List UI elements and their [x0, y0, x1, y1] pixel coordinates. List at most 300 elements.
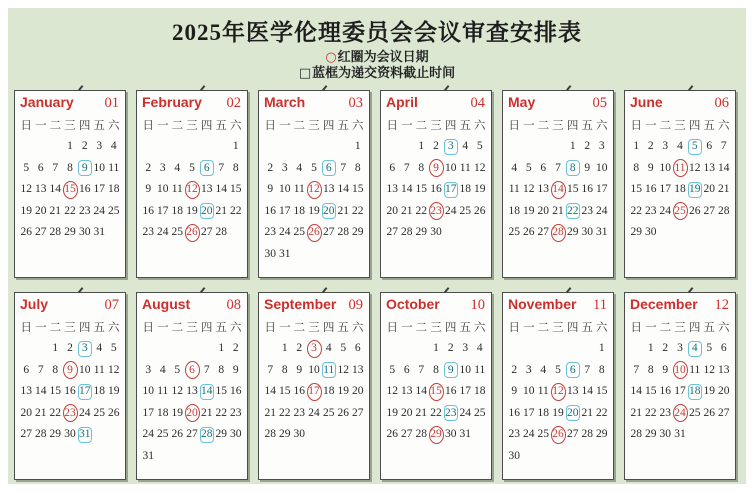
day-cell: [444, 381, 459, 403]
day-number: 8: [598, 363, 605, 376]
day-cell: [385, 179, 400, 201]
day-number: 25: [157, 428, 169, 440]
empty-cell: [263, 136, 278, 158]
day-cell: [185, 424, 200, 446]
day-cell: [107, 136, 122, 158]
weekday-header-row: [385, 114, 487, 136]
day-cell: [400, 360, 415, 382]
weekday-label: 四: [200, 120, 213, 132]
day-number: 5: [174, 363, 181, 376]
day-cell: [385, 158, 400, 180]
day-number: 20: [20, 406, 32, 419]
day-number: 29: [415, 226, 427, 238]
weekday-label: 一: [645, 322, 657, 334]
weekday-label: 三: [674, 120, 686, 132]
day-number: 8: [418, 161, 425, 174]
day-number: 11: [108, 161, 120, 174]
day-number: 3: [677, 342, 683, 354]
empty-cell: [536, 338, 551, 360]
day-number: 21: [630, 406, 642, 419]
day-cell: [522, 381, 537, 403]
day-cell: [214, 201, 229, 223]
day-cell: [92, 222, 107, 244]
day-cell: [629, 222, 644, 244]
empty-cell: [170, 136, 185, 158]
day-number: 6: [403, 363, 410, 376]
day-cell: [536, 403, 551, 425]
day-number: 11: [459, 161, 471, 174]
day-cell: [536, 179, 551, 201]
day-number: 19: [474, 183, 486, 195]
days-grid: [507, 136, 609, 244]
day-number: 19: [308, 204, 320, 217]
empty-cell: [34, 338, 49, 360]
day-cell: [595, 179, 610, 201]
day-cell: [658, 424, 673, 446]
day-cell: [595, 158, 610, 180]
day-cell: [507, 201, 522, 223]
month-header: [141, 295, 243, 316]
empty-cell: [263, 338, 278, 360]
weekday-label: 二: [659, 120, 672, 132]
meeting-day-circled: 25: [673, 202, 688, 220]
day-number: 26: [386, 428, 398, 440]
month-number: 03: [348, 95, 363, 111]
day-number: 22: [596, 406, 608, 419]
day-cell: [141, 381, 156, 403]
day-cell: [658, 381, 673, 403]
month-header: [385, 295, 487, 316]
day-number: 30: [445, 428, 457, 440]
day-number: 23: [230, 406, 242, 419]
weekday-label: 四: [322, 120, 335, 132]
day-number: 22: [352, 204, 364, 217]
day-cell: [629, 201, 644, 223]
day-number: 7: [37, 363, 44, 376]
month-name: January: [20, 94, 74, 110]
day-number: 15: [279, 385, 291, 397]
empty-cell: [200, 338, 215, 360]
day-cell: [351, 179, 366, 201]
day-cell: [185, 360, 200, 382]
day-number: 18: [537, 406, 549, 419]
day-cell: [385, 201, 400, 223]
day-number: 9: [662, 363, 669, 376]
meeting-day-circled: 20: [185, 404, 200, 422]
day-number: 5: [340, 342, 347, 354]
day-cell: [263, 158, 278, 180]
day-cell: [92, 360, 107, 382]
day-number: 19: [552, 406, 564, 419]
weekday-header-row: [141, 114, 243, 136]
day-cell: [595, 338, 610, 360]
meeting-day-circled: 17: [307, 383, 322, 401]
day-cell: [444, 158, 459, 180]
day-cell: [688, 360, 703, 382]
meeting-day-circled: 12: [307, 181, 322, 199]
day-cell: [414, 136, 429, 158]
day-number: 15: [415, 183, 427, 195]
day-number: 15: [352, 183, 364, 195]
month-number: 12: [714, 297, 729, 313]
day-cell: [214, 360, 229, 382]
weekday-label: 四: [688, 322, 701, 334]
day-cell: [458, 424, 473, 446]
weekday-label: 二: [415, 120, 428, 132]
day-cell: [19, 222, 34, 244]
day-cell: [63, 136, 78, 158]
month-header: [19, 295, 121, 316]
day-cell: [458, 381, 473, 403]
day-cell: [702, 179, 717, 201]
day-cell: [673, 360, 688, 382]
day-number: 17: [459, 385, 471, 397]
day-cell: [522, 179, 537, 201]
meeting-day-circled: 23: [63, 404, 78, 422]
day-cell: [702, 201, 717, 223]
day-cell: [263, 360, 278, 382]
month-name: September: [264, 296, 337, 312]
day-cell: [580, 403, 595, 425]
day-number: 18: [323, 385, 335, 397]
day-cell: [385, 381, 400, 403]
day-cell: [19, 424, 34, 446]
day-number: 26: [703, 406, 715, 419]
meeting-day-circled: 6: [185, 361, 200, 379]
day-cell: [200, 179, 215, 201]
day-cell: [473, 158, 488, 180]
day-number: 16: [142, 204, 154, 217]
day-cell: [292, 201, 307, 223]
day-cell: [307, 179, 322, 201]
weekday-label: 二: [293, 322, 306, 334]
month-number: 10: [470, 297, 485, 313]
day-number: 5: [110, 342, 117, 354]
day-cell: [292, 381, 307, 403]
day-number: 5: [189, 161, 195, 174]
empty-cell: [156, 136, 171, 158]
day-cell: [702, 338, 717, 360]
month-name: February: [142, 94, 202, 110]
legend-meeting-label: 红圈为会议日期: [337, 50, 429, 65]
day-number: 11: [537, 385, 549, 397]
weekday-label: 日: [386, 120, 399, 132]
day-number: 7: [340, 161, 347, 174]
day-cell: [507, 179, 522, 201]
weekday-label: 四: [566, 120, 579, 132]
weekday-label: 一: [645, 120, 657, 132]
day-number: 4: [159, 363, 166, 376]
schedule-sheet: [8, 8, 746, 484]
day-cell: [63, 360, 78, 382]
day-number: 14: [401, 183, 413, 195]
day-cell: [414, 424, 429, 446]
day-number: 10: [79, 363, 91, 376]
empty-cell: [507, 136, 522, 158]
day-cell: [263, 244, 278, 266]
day-cell: [658, 201, 673, 223]
weekday-label: 一: [157, 322, 169, 334]
day-cell: [200, 360, 215, 382]
day-number: 31: [279, 247, 291, 260]
day-cell: [507, 222, 522, 244]
day-cell: [292, 222, 307, 244]
day-number: 25: [474, 406, 486, 419]
day-cell: [170, 424, 185, 446]
day-cell: [63, 338, 78, 360]
month-name: October: [386, 296, 440, 312]
day-cell: [595, 360, 610, 382]
day-number: 3: [159, 161, 166, 174]
day-cell: [292, 360, 307, 382]
day-cell: [400, 201, 415, 223]
meeting-day-circled: 26: [307, 224, 322, 242]
day-cell: [63, 403, 78, 425]
day-number: 12: [703, 363, 715, 376]
day-cell: [336, 403, 351, 425]
day-cell: [200, 158, 215, 180]
day-number: 5: [525, 161, 532, 174]
day-cell: [702, 136, 717, 158]
day-number: 13: [567, 385, 579, 397]
day-cell: [458, 360, 473, 382]
days-grid: [629, 136, 731, 244]
empty-cell: [566, 338, 581, 360]
weekday-label: 日: [20, 120, 33, 132]
day-cell: [141, 158, 156, 180]
day-number: 1: [232, 140, 239, 152]
day-number: 19: [171, 406, 183, 419]
day-number: 23: [659, 406, 671, 419]
day-number: 12: [386, 385, 398, 397]
day-cell: [107, 381, 122, 403]
day-number: 28: [630, 428, 642, 440]
day-cell: [263, 424, 278, 446]
day-cell: [107, 201, 122, 223]
day-cell: [580, 424, 595, 446]
day-number: 27: [537, 226, 549, 238]
day-number: 29: [279, 428, 291, 440]
weekday-label: 四: [688, 120, 701, 132]
day-number: 7: [203, 363, 210, 376]
day-number: 20: [401, 406, 413, 419]
day-cell: [141, 424, 156, 446]
day-number: 22: [49, 406, 61, 419]
day-number: 22: [430, 406, 442, 419]
weekday-label: 六: [473, 322, 486, 334]
weekday-label: 六: [473, 120, 486, 132]
day-cell: [629, 403, 644, 425]
day-cell: [107, 338, 122, 360]
day-number: 8: [232, 161, 239, 174]
days-grid: [507, 338, 609, 467]
day-cell: [473, 338, 488, 360]
day-cell: [522, 222, 537, 244]
day-cell: [644, 222, 659, 244]
day-number: 16: [659, 385, 671, 397]
day-number: 15: [596, 385, 608, 397]
day-cell: [717, 403, 732, 425]
month-header: [507, 295, 609, 316]
day-number: 13: [718, 363, 730, 376]
day-cell: [292, 424, 307, 446]
day-number: 15: [215, 385, 227, 397]
day-number: 26: [20, 226, 32, 238]
day-number: 19: [386, 406, 398, 419]
day-number: 2: [584, 140, 591, 152]
day-cell: [63, 222, 78, 244]
weekday-header-row: [263, 316, 365, 338]
day-cell: [566, 201, 581, 223]
day-cell: [200, 222, 215, 244]
day-cell: [278, 360, 293, 382]
day-cell: [688, 201, 703, 223]
day-number: 17: [659, 183, 671, 195]
weekday-label: 四: [566, 322, 579, 334]
day-number: 22: [64, 204, 76, 217]
day-number: 8: [281, 363, 288, 376]
day-number: 23: [79, 204, 91, 217]
day-number: 30: [645, 226, 657, 238]
day-cell: [458, 403, 473, 425]
day-cell: [78, 360, 93, 382]
day-cell: [595, 136, 610, 158]
day-number: 25: [459, 204, 471, 217]
day-cell: [322, 179, 337, 201]
month-name: August: [142, 296, 191, 312]
day-cell: [92, 403, 107, 425]
month-panel-june: [624, 90, 736, 278]
day-number: 9: [647, 161, 654, 174]
day-cell: [107, 360, 122, 382]
day-cell: [595, 381, 610, 403]
meeting-day-circled: 24: [673, 404, 688, 422]
day-number: 18: [459, 183, 471, 195]
day-number: 7: [52, 161, 59, 174]
day-number: 2: [662, 342, 669, 354]
day-cell: [688, 403, 703, 425]
day-number: 21: [264, 406, 276, 419]
day-number: 16: [293, 385, 305, 397]
day-cell: [580, 222, 595, 244]
day-cell: [185, 179, 200, 201]
day-cell: [458, 338, 473, 360]
weekday-label: 三: [552, 120, 564, 132]
day-cell: [292, 179, 307, 201]
day-cell: [458, 136, 473, 158]
day-cell: [429, 201, 444, 223]
day-cell: [717, 381, 732, 403]
weekday-label: 五: [337, 120, 349, 132]
day-number: 16: [430, 183, 442, 195]
day-cell: [717, 158, 732, 180]
day-number: 22: [645, 406, 657, 419]
day-number: 21: [581, 406, 593, 419]
day-cell: [688, 381, 703, 403]
day-cell: [473, 403, 488, 425]
day-cell: [200, 201, 215, 223]
day-cell: [658, 179, 673, 201]
day-cell: [214, 338, 229, 360]
day-number: 1: [569, 140, 576, 152]
weekday-label: 六: [717, 120, 730, 132]
day-cell: [229, 338, 244, 360]
legend-deadline: [8, 66, 746, 82]
day-number: 6: [354, 342, 361, 354]
day-cell: [351, 360, 366, 382]
day-cell: [673, 381, 688, 403]
day-number: 29: [567, 226, 579, 238]
deadline-day-boxed: 20: [566, 405, 580, 421]
weekday-label: 三: [674, 322, 686, 334]
deadline-day-boxed: 4: [688, 341, 702, 357]
empty-cell: [551, 136, 566, 158]
day-number: 4: [511, 161, 518, 174]
months-grid: [14, 90, 736, 480]
day-number: 24: [308, 406, 320, 419]
day-number: 14: [718, 161, 730, 174]
day-number: 30: [293, 428, 305, 440]
day-cell: [551, 403, 566, 425]
day-cell: [595, 222, 610, 244]
day-cell: [278, 338, 293, 360]
month-name: June: [630, 94, 663, 110]
day-number: 27: [718, 406, 730, 419]
day-cell: [156, 201, 171, 223]
day-number: 17: [142, 406, 154, 419]
blue-box-icon: □: [298, 66, 312, 81]
empty-cell: [185, 338, 200, 360]
empty-cell: [48, 136, 63, 158]
day-cell: [336, 201, 351, 223]
weekday-label: 二: [171, 322, 184, 334]
day-number: 17: [279, 204, 291, 217]
empty-cell: [141, 136, 156, 158]
day-cell: [92, 136, 107, 158]
empty-cell: [322, 136, 337, 158]
day-number: 30: [79, 226, 91, 238]
day-cell: [429, 360, 444, 382]
day-number: 26: [337, 406, 349, 419]
weekday-label: 四: [200, 322, 213, 334]
month-header: [629, 93, 731, 114]
day-cell: [658, 403, 673, 425]
day-cell: [385, 424, 400, 446]
day-number: 1: [633, 140, 640, 152]
day-cell: [458, 179, 473, 201]
day-cell: [580, 201, 595, 223]
day-number: 14: [581, 385, 593, 397]
day-cell: [385, 222, 400, 244]
meeting-day-circled: 15: [63, 181, 78, 199]
weekday-label: 五: [93, 322, 105, 334]
day-cell: [429, 338, 444, 360]
day-cell: [702, 381, 717, 403]
day-number: 20: [386, 204, 398, 217]
day-number: 10: [142, 385, 154, 397]
meeting-day-circled: 26: [185, 224, 200, 242]
weekday-label: 一: [401, 322, 413, 334]
day-cell: [278, 403, 293, 425]
month-name: July: [20, 296, 49, 312]
day-cell: [214, 403, 229, 425]
day-cell: [278, 201, 293, 223]
day-cell: [673, 201, 688, 223]
day-cell: [595, 403, 610, 425]
day-cell: [292, 338, 307, 360]
day-number: 9: [145, 183, 152, 195]
day-number: 1: [218, 342, 225, 354]
